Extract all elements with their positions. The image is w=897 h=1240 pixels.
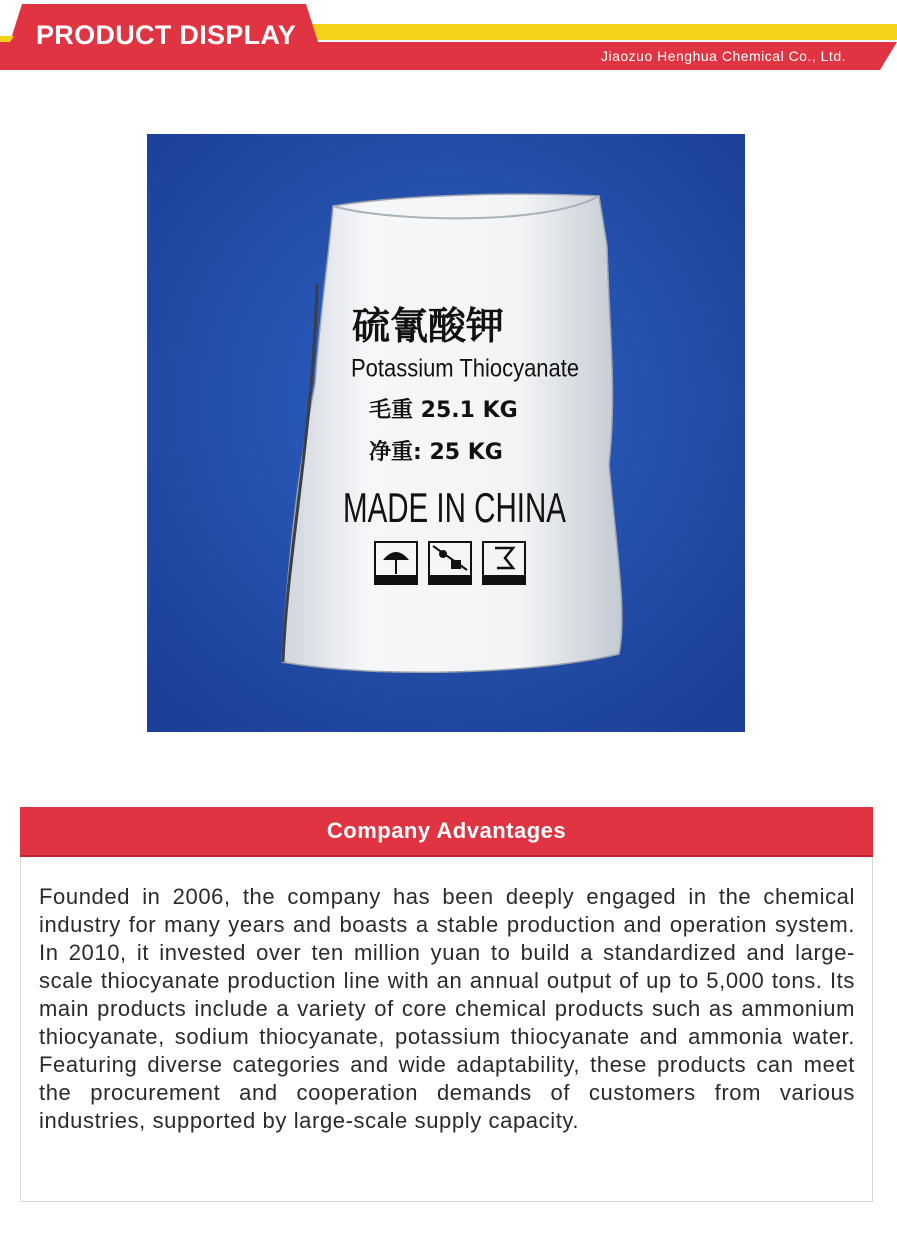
bag-gross-weight: 毛重 25.1 KG: [369, 398, 518, 423]
banner-yellow-stripe: [300, 24, 897, 40]
bag-body: [282, 194, 622, 672]
header-banner: [0, 0, 897, 80]
bag-label-en: Potassium Thiocyanate: [351, 355, 580, 384]
advantages-body: Founded in 2006, the company has been deeply engaged in the chemical industry for many years and boasts a stable production and operation system. In 2010, it invested over ten million yuan to build a standardized and large-scale thiocyanate production line with an annual output of up to 5,000 tons. Its main products include a variety of core chemical products such as ammonium thiocyanate, sodium thiocyanate, potassium thiocyanate and ammonia water. Featuring diverse categories and wide adaptability, these products can meet the procurement and cooperation demands of customers from various industries, supported by large-scale supply capacity.: [39, 884, 855, 1133]
bag-origin: MADE IN CHINA: [343, 484, 566, 532]
advantages-header: [20, 807, 873, 857]
page-title: PRODUCT DISPLAY: [36, 20, 297, 50]
bag-net-weight: 净重: 25 KG: [369, 440, 503, 465]
company-name: Jiaozuo Henghua Chemical Co., Ltd.: [600, 48, 846, 64]
product-photo: [147, 134, 745, 732]
advantages-title: Company Advantages: [326, 818, 567, 843]
advantages-card: [20, 807, 873, 1202]
bag-label-cn: 硫氰酸钾: [352, 304, 505, 348]
